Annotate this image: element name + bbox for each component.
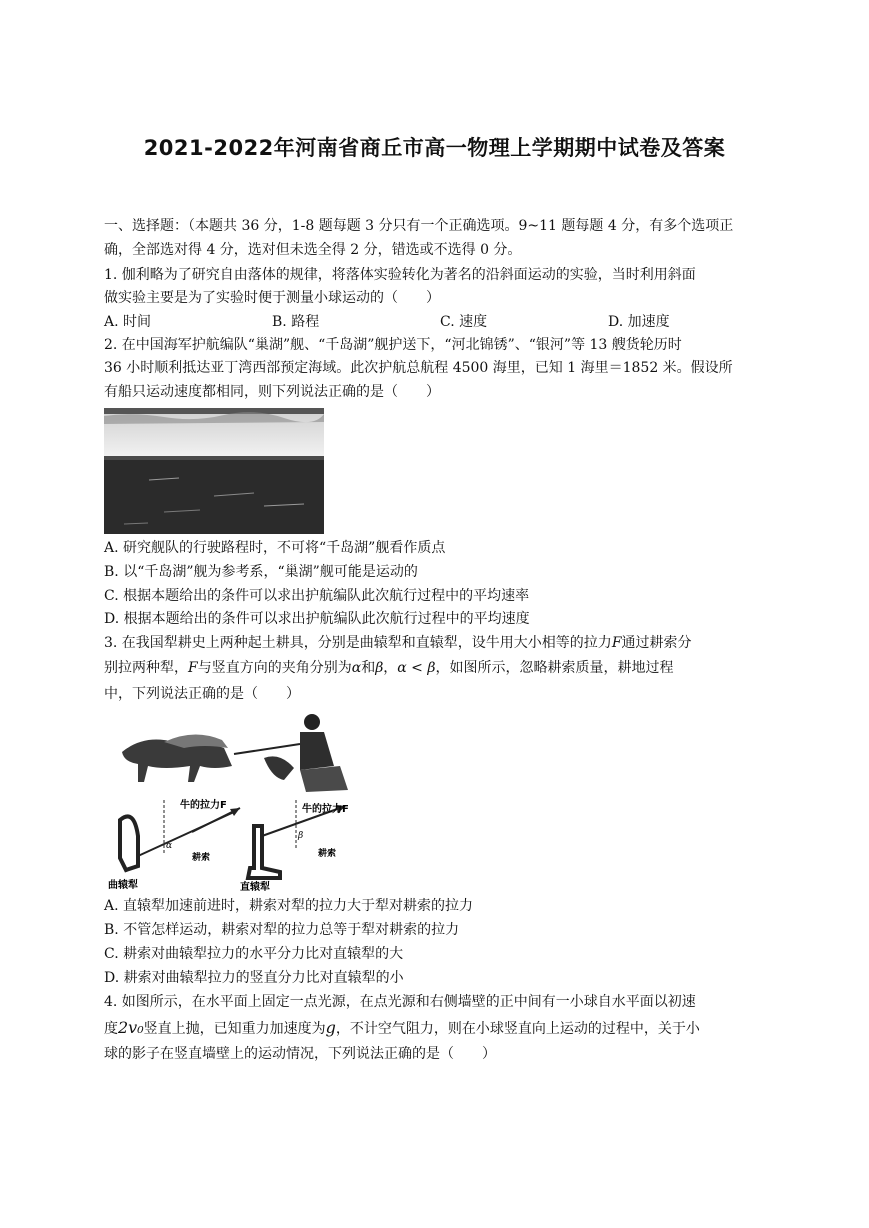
section-instructions-line2: 确，全部选对得 4 分，选对但未选全得 2 分，错选或不选得 0 分。 [104,242,522,258]
q2-option-c: C. 根据本题给出的条件可以求出护航编队此次航行过程中的平均速率 [104,588,530,604]
q1-option-c: C. 速度 [440,314,488,330]
q3-force-symbol-2: F [188,660,198,676]
q1-stem-line1: 1. 伽利略为了研究自由落体的规律，将落体实验转化为著名的沿斜面运动的实验，当时利用斜面 [104,267,696,283]
q3-option-b: B. 不管怎样运动，耕索对犁的拉力总等于犁对耕索的拉力 [104,922,460,938]
label-rope-left: 耕索 [192,853,211,863]
q3-option-a: A. 直辕犁加速前进时，耕索对犁的拉力大于犁对耕索的拉力 [104,898,474,914]
q1-option-b: B. 路程 [272,314,320,330]
q3-stem-line1-b: 通过耕索分 [621,635,692,651]
q2-option-d: D. 根据本题给出的条件可以求出护航编队此次航行过程中的平均速度 [104,611,530,627]
q1-option-a: A. 时间 [104,314,152,330]
q2-stem-line3: 有船只运动速度都相同，则下列说法正确的是（ ） [104,384,440,400]
q4-gravity-symbol: g [325,1018,336,1037]
farmer-body [300,732,334,770]
q2-option-a: A. 研究舰队的行驶路程时，不可将“千岛湖”舰看作质点 [104,540,446,556]
q3-inequality: α < β [397,660,436,676]
q3-stem-line2-a: 别拉两种犁， [104,660,188,676]
q3-stem-line1-a: 3. 在我国犁耕史上两种起土耕具，分别是曲辕犁和直辕犁，设牛用大小相等的拉力 [104,635,612,651]
q3-plough-figure [104,708,360,894]
q4-stem-line2-b: 竖直上抛，已知重力加速度为 [143,1021,326,1037]
q3-option-d: D. 耕索对曲辕犁拉力的竖直分力比对直辕犁的小 [104,970,404,986]
label-pull-right: 牛的拉力F [302,804,349,815]
q4-stem-line2-a: 度 [104,1021,118,1037]
q3-beta-symbol: β [375,660,384,676]
q3-alpha-symbol: α [351,660,362,676]
q1-option-d: D. 加速度 [608,314,670,330]
label-rope-right: 耕索 [318,849,337,859]
q4-stem-line1: 4. 如图所示，在水平面上固定一点光源，在点光源和右侧墙壁的正中间有一小球自水平面以初速 [104,994,696,1010]
q4-stem-line2-c: ，不计空气阻力，则在小球竖直向上运动的过程中，关于小 [335,1021,700,1037]
label-pull-left: 牛的拉力F [180,800,227,811]
label-alpha: α [166,841,173,851]
label-straight-plough: 直辕犁 [240,882,270,893]
farmer-head [304,714,320,730]
q3-stem-line1 [104,633,766,653]
section-instructions-line1: 一、选择题：（本题共 36 分，1-8 题每题 3 分只有一个正确选项。9~11 题每题 4 分，有多个选项正 [104,218,734,234]
q2-stem-line2: 36 小时顺利抵达亚丁湾西部预定海域。此次护航总航程 4500 海里，已知 1 海里＝1852 米。假设所 [104,360,733,376]
straight-plough-icon [248,826,280,878]
label-beta: β [298,831,304,841]
q4-stem-line2 [104,1018,766,1039]
q3-force-symbol: F [611,635,622,651]
q3-stem-line2-b: 与竖直方向的夹角分别为 [197,660,352,676]
q4-stem-line3: 球的影子在竖直墙壁上的运动情况，下列说法正确的是（ ） [104,1046,496,1062]
q3-stem-line3: 中，下列说法正确的是（ ） [104,686,300,702]
q3-option-c: C. 耕索对曲辕犁拉力的水平分力比对直辕犁的大 [104,946,404,962]
q3-and: 和 [361,660,376,676]
q1-stem-line2: 做实验主要是为了实验时便于测量小球运动的（ ） [104,290,440,306]
q3-stem-line2: 别拉两种犁，F与竖直方向的夹角分别为α和β，α < β，如图所示，忽略耕索质量，耕地过程 [104,660,674,676]
q2-option-b: B. 以“千岛湖”舰为参考系，“巢湖”舰可能是运动的 [104,564,418,580]
q4-initial-velocity: 2v₀ [118,1018,144,1037]
page-title: 2021-2022年河南省商丘市高一物理上学期期中试卷及答案 [143,136,726,160]
q2-fleet-photo [104,408,324,534]
q2-stem-line1: 2. 在中国海军护航编队“巢湖”舰、“千岛湖”舰护送下，“河北锦锈”、“银河”等 13 艘货轮历时 [104,337,682,353]
curved-plough-icon [120,816,138,870]
q3-stem-line2-c: ，如图所示，忽略耕索质量，耕地过程 [435,660,674,676]
label-curved-plough: 曲辕犁 [108,880,138,891]
